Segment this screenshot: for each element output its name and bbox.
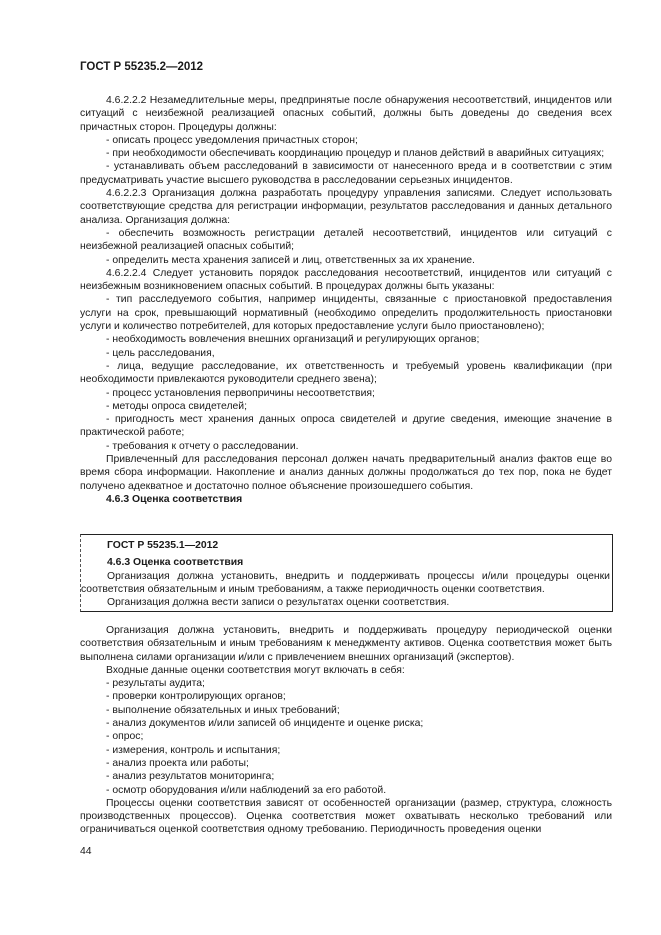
reference-box-paragraph: Организация должна вести записи о результатах оценки соответствия. bbox=[107, 597, 450, 609]
paragraph: 4.6.2.2.2 Незамедлительные меры, предпринятые после обнаружения несоответствий, инцидентов или ситуаций с неизбежной реализацией опасных событий, должны быть доведены до сведения всех причастных сторон. Процедуры должны: bbox=[80, 95, 612, 133]
list-item: - лица, ведущие расследование, их ответственность и требуемый уровень квалификации (при необходимости привлекаются руководители среднего звена); bbox=[80, 360, 612, 386]
list-item: - процесс установления первопричины несоответствия; bbox=[106, 387, 375, 399]
page-number: 44 bbox=[80, 846, 92, 857]
list-item: - определить места хранения записей и лиц, ответственных за их хранение. bbox=[106, 254, 475, 266]
list-item: - методы опроса свидетелей; bbox=[106, 400, 247, 412]
list-item: - необходимость вовлечения внешних организаций и регулирующих органов; bbox=[106, 334, 480, 346]
section-heading: 4.6.3 Оценка соответствия bbox=[106, 493, 243, 505]
list-item: - описать процесс уведомления причастных сторон; bbox=[106, 134, 358, 146]
paragraph: 4.6.2.2.3 Организация должна разработать процедуру управления записями. Следует использовать соответствующие средства для регистрации информации, результатов расследования и данных детального анализа. Организация должна: bbox=[80, 188, 612, 226]
list-item: - устанавливать объем расследований в зависимости от нанесенного вреда и в соответствии с этим предусматривать участие высшего руководства в расследовании серьезных инцидентов. bbox=[80, 161, 612, 186]
paragraph: Организация должна установить, внедрить и поддерживать процедуру периодической оценки соответствия обязательным и иным требованиям к менеджменту активов. Оценка соответствия может быть выполнена силами организации и/или с привлечением внешних организаций (экспертов). bbox=[80, 625, 612, 663]
list-item: - при необходимости обеспечивать координацию процедур и планов действий в аварийных ситуациях; bbox=[106, 148, 605, 160]
list-item: - анализ проекта или работы; bbox=[106, 757, 249, 769]
reference-box-paragraph: Организация должна установить, внедрить и поддерживать процессы и/или процедуры оценки соответствия обязательным и иным требованиям, а также периодичность оценки соответствия. bbox=[81, 570, 610, 595]
paragraph: Привлеченный для расследования персонал должен начать предварительный анализ фактов еще во время сбора информации. Накопление и анализ данных должны продолжаться до тех пор, пока не будет получено адекватное и достаточно полное объяснение произошедшего события. bbox=[80, 454, 612, 492]
paragraph: Входные данные оценки соответствия могут включать в себя: bbox=[106, 664, 405, 676]
list-item: - обеспечить возможность регистрации деталей несоответствий, инцидентов или ситуаций с неизбежной реализацией опасных событий; bbox=[80, 227, 612, 253]
list-item: - осмотр оборудования и/или наблюдений за его работой. bbox=[106, 784, 387, 796]
list-item: - тип расследуемого события, например инциденты, связанные с приостановкой предоставления услуги на срок, превышающий нормативный (необходимо определить продолжительность приостановки услуги и количество потребителей, для которых предоставление услуги было приостановлено); bbox=[80, 294, 612, 333]
reference-box-heading: 4.6.3 Оценка соответствия bbox=[107, 557, 244, 569]
list-item: - анализ документов и/или записей об инциденте и оценке риска; bbox=[106, 718, 424, 730]
list-item: - проверки контролирующих органов; bbox=[106, 691, 286, 703]
list-item: - выполнение обязательных и иных требований; bbox=[106, 704, 340, 716]
reference-box-title: ГОСТ Р 55235.1—2012 bbox=[107, 540, 219, 551]
paragraph: 4.6.2.2.4 Следует установить порядок расследования несоответствий, инцидентов или ситуаций с неизбежным возникновением опасных событий. В процедурах должны быть указаны: bbox=[80, 267, 612, 293]
list-item: - требования к отчету о расследовании. bbox=[106, 440, 299, 452]
list-item: - измерения, контроль и испытания; bbox=[106, 744, 281, 756]
list-item: - пригодность мест хранения данных опроса свидетелей и другие сведения, имеющие значение в практической работе; bbox=[80, 414, 612, 439]
text-block-conformity bbox=[80, 624, 612, 837]
text-block-investigation bbox=[80, 94, 612, 506]
list-item: - результаты аудита; bbox=[106, 678, 205, 690]
paragraph: Процессы оценки соответствия зависят от особенностей организации (размер, структура, сложность производственных процессов). Оценка соответствия может охватывать несколько требований или ограничиваться оценкой соответствия одному требованию. Периодичность проведения оценки bbox=[80, 797, 612, 836]
list-item: - опрос; bbox=[106, 731, 144, 743]
reference-box bbox=[80, 534, 613, 612]
document-header: ГОСТ Р 55235.2—2012 bbox=[80, 61, 204, 73]
list-item: - анализ результатов мониторинга; bbox=[106, 771, 275, 783]
list-item: - цель расследования, bbox=[106, 347, 215, 359]
